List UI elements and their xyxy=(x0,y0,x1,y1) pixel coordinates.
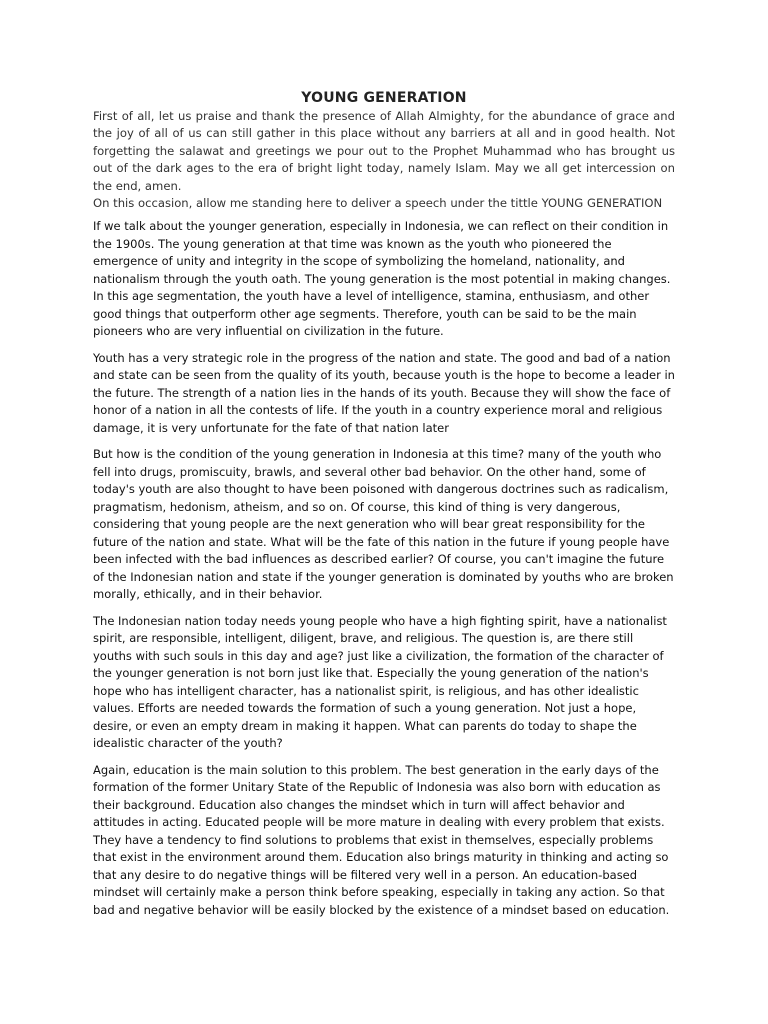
body-paragraph-5: Again, education is the main solution to this problem. The best generation in the early days of the formation of the former Unitary State of the Republic of Indonesia was also born with education as their background. Education also changes the mindset which in turn will affect behavior and attitudes in acting. Educated people will be more mature in dealing with every problem that exists. They have a tendency to find solutions to problems that exist in themselves, especially problems that exist in the environment around them. Education also brings maturity in thinking and acting so that any desire to do negative things will be filtered very well in a person. An education-based mindset will certainly make a person think before speaking, especially in taking any action. So that bad and negative behavior will be easily blocked by the existence of a mindset based on education. xyxy=(93,762,670,917)
body-paragraph-3: But how is the condition of the young generation in Indonesia at this time? many of the youth who fell into drugs, promiscuity, brawls, and several other bad behavior. On the other hand, some of today's youth are also thought to have been poisoned with dangerous doctrines such as radicalism, pragmatism, hedonism, atheism, and so on. Of course, this kind of thing is very dangerous, considering that young people are the next generation who will bear great responsibility for the future of the nation and state. What will be the fate of this nation in the future if young people have been infected with the bad influences as described earlier? Of course, you can't imagine the future of the Indonesian nation and state if the younger generation is dominated by youths who are broken morally, ethically, and in their behavior. xyxy=(93,447,674,602)
intro-paragraph: First of all, let us praise and thank the presence of Allah Almighty, for the abundance of grace and the joy of all of us can still gather in this place without any barriers at all and in good health. Not forgetting the salawat and greetings we pour out to the Prophet Muhammad who has brought us out of the dark ages to the era of bright light today, namely Islam. May we all get intercession on the end, amen. xyxy=(93,109,675,193)
document-page xyxy=(93,88,675,928)
document-title: YOUNG GENERATION xyxy=(301,90,467,106)
body-paragraph-1: If we talk about the younger generation, especially in Indonesia, we can reflect on their condition in the 1900s. The young generation at that time was known as the youth who pioneered the emergence of unity and integrity in the scope of symbolizing the homeland, nationality, and nationalism through the youth oath. The young generation is the most potential in making changes. In this age segmentation, the youth have a level of intelligence, stamina, enthusiasm, and other good things that outperform other age segments. Therefore, youth can be said to be the main pioneers who are very influential on civilization in the future. xyxy=(93,219,671,339)
body-paragraph-4: The Indonesian nation today needs young people who have a high fighting spirit, have a nationalist spirit, are responsible, intelligent, diligent, brave, and religious. The question is, are there still youths with such souls in this day and age? just like a civilization, the formation of the character of the younger generation is not born just like that. Especially the young generation of the nation's hope who has intelligent character, has a nationalist spirit, is religious, and has other idealistic values. Efforts are needed towards the formation of such a young generation. Not just a hope, desire, or even an empty dream in making it happen. What can parents do today to shape the idealistic character of the youth? xyxy=(93,613,667,751)
body-paragraph-2: Youth has a very strategic role in the progress of the nation and state. The good and bad of a nation and state can be seen from the quality of its youth, because youth is the hope to become a leader in the future. The strength of a nation lies in the hands of its youth. Because they will show the face of honor of a nation in all the contests of life. If the youth in a country experience moral and religious damage, it is very unfortunate for the fate of that nation later xyxy=(93,350,675,435)
occasion-line: On this occasion, allow me standing here to deliver a speech under the tittle YOUNG GENERATION xyxy=(93,196,663,211)
